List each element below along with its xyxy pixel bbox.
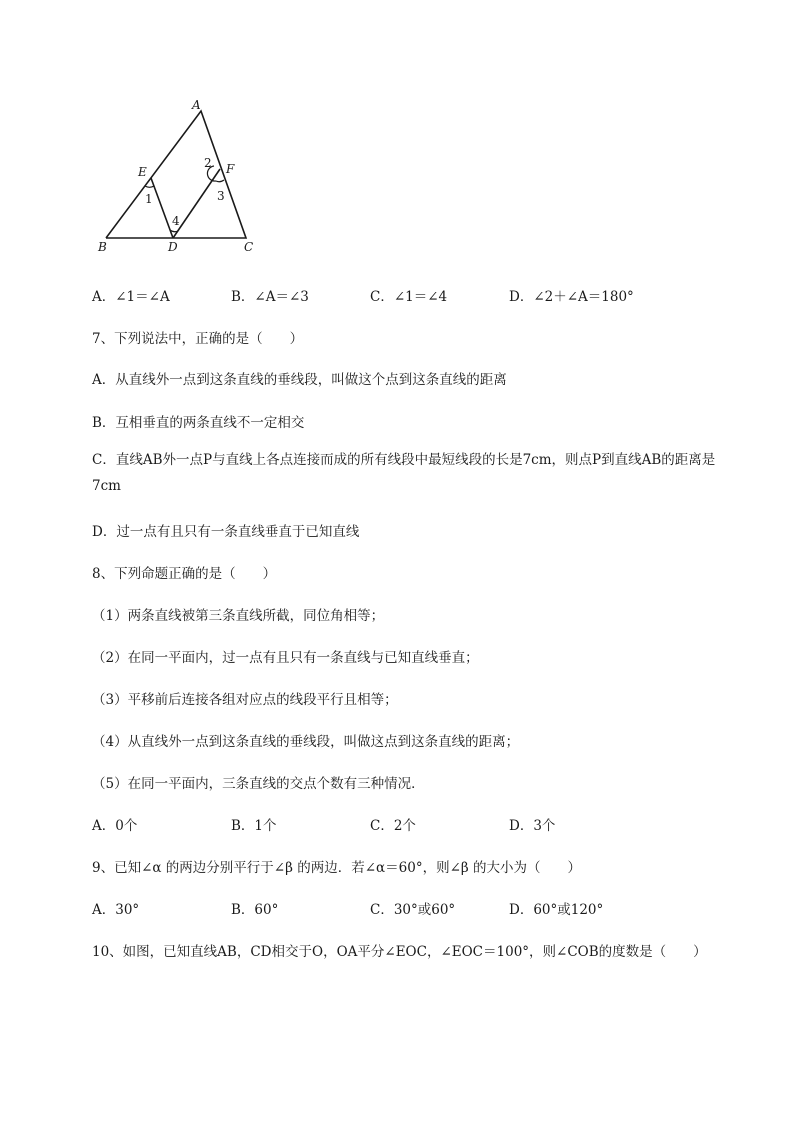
triangle-diagram bbox=[96, 96, 271, 261]
q9-option-b: B．60° bbox=[231, 902, 279, 918]
q6-option-d: D．∠2＋∠A＝180° bbox=[509, 289, 634, 305]
q8-statement-4: （4）从直线外一点到这条直线的垂线段，叫做这点到这条直线的距离； bbox=[92, 734, 520, 750]
label-f: F bbox=[226, 162, 235, 176]
q8-statement-3: （3）平移前后连接各组对应点的线段平行且相等； bbox=[92, 692, 398, 708]
q9-option-d: D．60°或120° bbox=[509, 902, 604, 918]
q7-option-b: B．互相垂直的两条直线不一定相交 bbox=[92, 415, 305, 431]
q8-option-a: A．0个 bbox=[92, 818, 138, 834]
q8-statement-2: （2）在同一平面内，过一点有且只有一条直线与已知直线垂直； bbox=[92, 650, 479, 666]
q7-stem: 7、下列说法中，正确的是（ ） bbox=[92, 331, 304, 347]
q7-option-c: C．直线AB外一点P与直线上各点连接而成的所有线段中最短线段的长是7cm，则点P到直线AB的距离是7cm bbox=[92, 452, 716, 494]
q8-option-c: C．2个 bbox=[370, 818, 416, 834]
q8-stem: 8、下列命题正确的是（ ） bbox=[92, 566, 277, 582]
q9-stem: 9、已知∠α 的两边分别平行于∠β 的两边．若∠α＝60°，则∠β 的大小为（ ） bbox=[92, 860, 581, 876]
q9-option-c: C．30°或60° bbox=[370, 902, 456, 918]
q10-stem: 10、如图，已知直线AB，CD相交于O，OA平分∠EOC，∠EOC＝100°，则∠COB的度数是（ ） bbox=[92, 944, 707, 960]
q8-option-b: B．1个 bbox=[231, 818, 277, 834]
label-angle-3: 3 bbox=[217, 189, 225, 203]
label-a: A bbox=[192, 98, 201, 112]
label-c: C bbox=[244, 240, 254, 254]
q8-statement-5: （5）在同一平面内，三条直线的交点个数有三种情况． bbox=[92, 776, 425, 792]
segment-ed bbox=[151, 178, 173, 238]
angle-4-arc bbox=[170, 230, 178, 232]
segment-df bbox=[173, 169, 220, 238]
label-angle-4: 4 bbox=[172, 214, 180, 228]
label-angle-1: 1 bbox=[145, 192, 153, 206]
q8-statement-1: （1）两条直线被第三条直线所截，同位角相等； bbox=[92, 608, 385, 624]
q9-option-a: A．30° bbox=[92, 902, 140, 918]
angle-1-arc bbox=[145, 186, 154, 187]
label-b: B bbox=[98, 240, 107, 254]
q6-option-a: A．∠1＝∠A bbox=[92, 289, 170, 305]
triangle-figure bbox=[96, 96, 271, 261]
q7-option-a: A．从直线外一点到这条直线的垂线段，叫做这个点到这条直线的距离 bbox=[92, 372, 507, 388]
q6-option-b: B．∠A＝∠3 bbox=[231, 289, 309, 305]
label-d: D bbox=[168, 240, 178, 254]
q8-option-d: D．3个 bbox=[509, 818, 556, 834]
label-angle-2: 2 bbox=[204, 156, 212, 170]
q6-option-c: C．∠1＝∠4 bbox=[370, 289, 448, 305]
angle-3-arc bbox=[216, 180, 224, 182]
label-e: E bbox=[138, 165, 147, 179]
q7-option-d: D．过一点有且只有一条直线垂直于已知直线 bbox=[92, 524, 360, 540]
